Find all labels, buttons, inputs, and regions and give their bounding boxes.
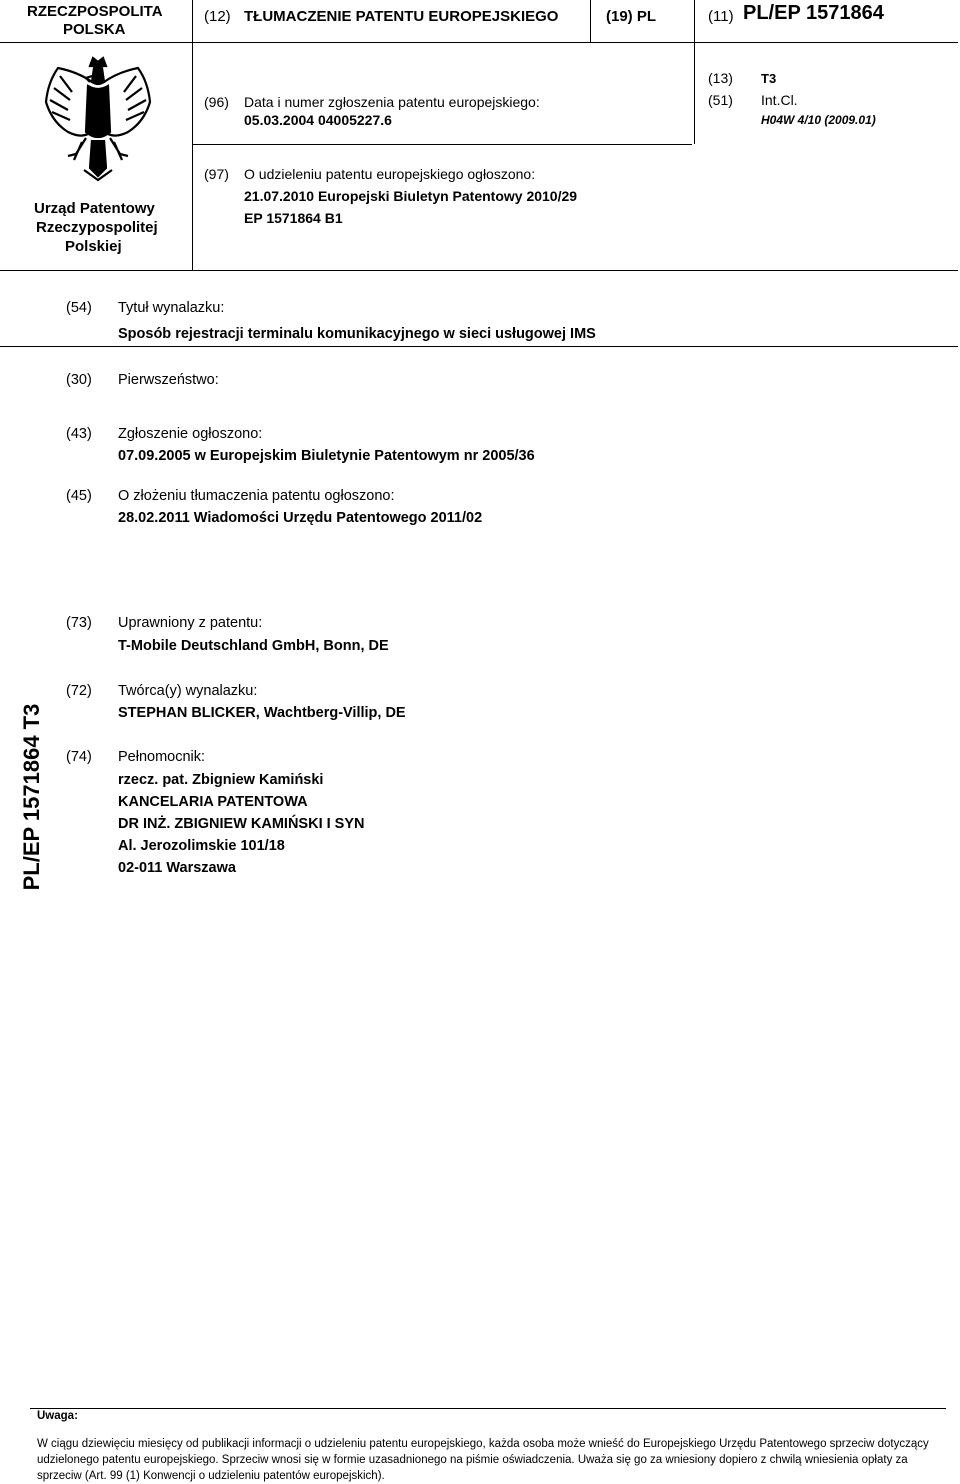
office-name-line2: Rzeczypospolitej <box>36 219 158 236</box>
grant-value: 21.07.2010 Europejski Biuletyn Patentowy 2010/29 <box>244 188 578 204</box>
translation-value: 28.02.2011 Wiadomości Urzędu Patentowego 2011/02 <box>118 510 483 526</box>
notice-text: W ciągu dziewięciu miesięcy od publikacji informacji o udzieleniu patentu europejskiego, każda osoba może wnieść do Europejskiego Urzędu Patentowego sprzeciw dotyczący udzielonego patentu europejskiego. Sprzeciw wnosi się w formie uzasadnionego na piśmie oświadczenia. Uważa się go za wniesiony dopiero z chwilą wniesienia opłaty za sprzeciw (Art. 99 (1) Konwencji o udzieleniu patentów europejskich). <box>37 1438 929 1482</box>
inventor-value: STEPHAN BLICKER, Wachtberg-Villip, DE <box>118 705 406 721</box>
attorney-line: Al. Jerozolimskie 101/18 <box>118 838 285 854</box>
code-54: (54) <box>66 300 92 316</box>
grant-label: O udzieleniu patentu europejskiego ogłoszono: <box>244 166 536 182</box>
code-73: (73) <box>66 615 92 631</box>
divider <box>694 42 695 144</box>
side-patent-label: PL/EP 1571864 T3 <box>19 703 44 891</box>
title-label: Tytuł wynalazku: <box>118 300 225 316</box>
code-43: (43) <box>66 426 92 442</box>
office-name-line3: Polskiej <box>65 238 122 255</box>
attorney-line: rzecz. pat. Zbigniew Kamiński <box>118 772 324 788</box>
code-51: (51) <box>708 92 733 108</box>
header-bottom-rule <box>0 270 958 271</box>
code-72: (72) <box>66 683 92 699</box>
grant-publication: EP 1571864 B1 <box>244 210 343 226</box>
application-publication-label: Zgłoszenie ogłoszono: <box>118 426 263 442</box>
header-rule <box>0 42 958 43</box>
priority-label: Pierwszeństwo: <box>118 372 219 388</box>
notice-rule <box>30 1408 946 1409</box>
divider <box>590 0 591 42</box>
divider <box>192 42 193 270</box>
office-name-line1: Urząd Patentowy <box>34 200 155 217</box>
attorney-line: 02-011 Warszawa <box>118 860 236 876</box>
code-45: (45) <box>66 488 92 504</box>
code-96: (96) <box>204 94 229 110</box>
code-74: (74) <box>66 749 92 765</box>
document-type: TŁUMACZENIE PATENTU EUROPEJSKIEGO <box>244 8 559 25</box>
inner-rule <box>192 144 692 145</box>
application-value: 05.03.2004 04005227.6 <box>244 112 392 128</box>
country-name-line2: POLSKA <box>63 21 126 38</box>
kind-code: T3 <box>761 71 777 86</box>
application-publication-value: 07.09.2005 w Europejskim Biuletynie Patentowym nr 2005/36 <box>118 448 535 464</box>
notice-title: Uwaga: <box>37 1410 78 1422</box>
attorney-line: DR INŻ. ZBIGNIEW KAMIŃSKI I SYN <box>118 816 365 832</box>
inventor-label: Twórca(y) wynalazku: <box>118 683 258 699</box>
divider <box>694 0 695 42</box>
title-rule <box>0 346 958 347</box>
code-19: (19) PL <box>606 8 657 25</box>
patent-number: PL/EP 1571864 <box>743 2 884 24</box>
intcl-label: Int.Cl. <box>761 92 798 108</box>
proprietor-value: T-Mobile Deutschland GmbH, Bonn, DE <box>118 638 389 654</box>
code-97: (97) <box>204 166 229 182</box>
polish-eagle-emblem <box>38 52 158 182</box>
code-13: (13) <box>708 70 733 86</box>
attorney-line: KANCELARIA PATENTOWA <box>118 794 308 810</box>
divider <box>192 0 193 42</box>
application-label: Data i numer zgłoszenia patentu europejskiego: <box>244 94 540 110</box>
invention-title: Sposób rejestracji terminalu komunikacyjnego w sieci usługowej IMS <box>118 326 596 342</box>
attorney-label: Pełnomocnik: <box>118 749 206 765</box>
intcl-value: H04W 4/10 (2009.01) <box>761 113 876 127</box>
country-name-line1: RZECZPOSPOLITA <box>27 3 163 20</box>
code-30: (30) <box>66 372 92 388</box>
translation-label: O złożeniu tłumaczenia patentu ogłoszono: <box>118 488 395 504</box>
proprietor-label: Uprawniony z patentu: <box>118 615 263 631</box>
code-12: (12) <box>204 8 231 25</box>
code-11: (11) <box>708 8 734 25</box>
